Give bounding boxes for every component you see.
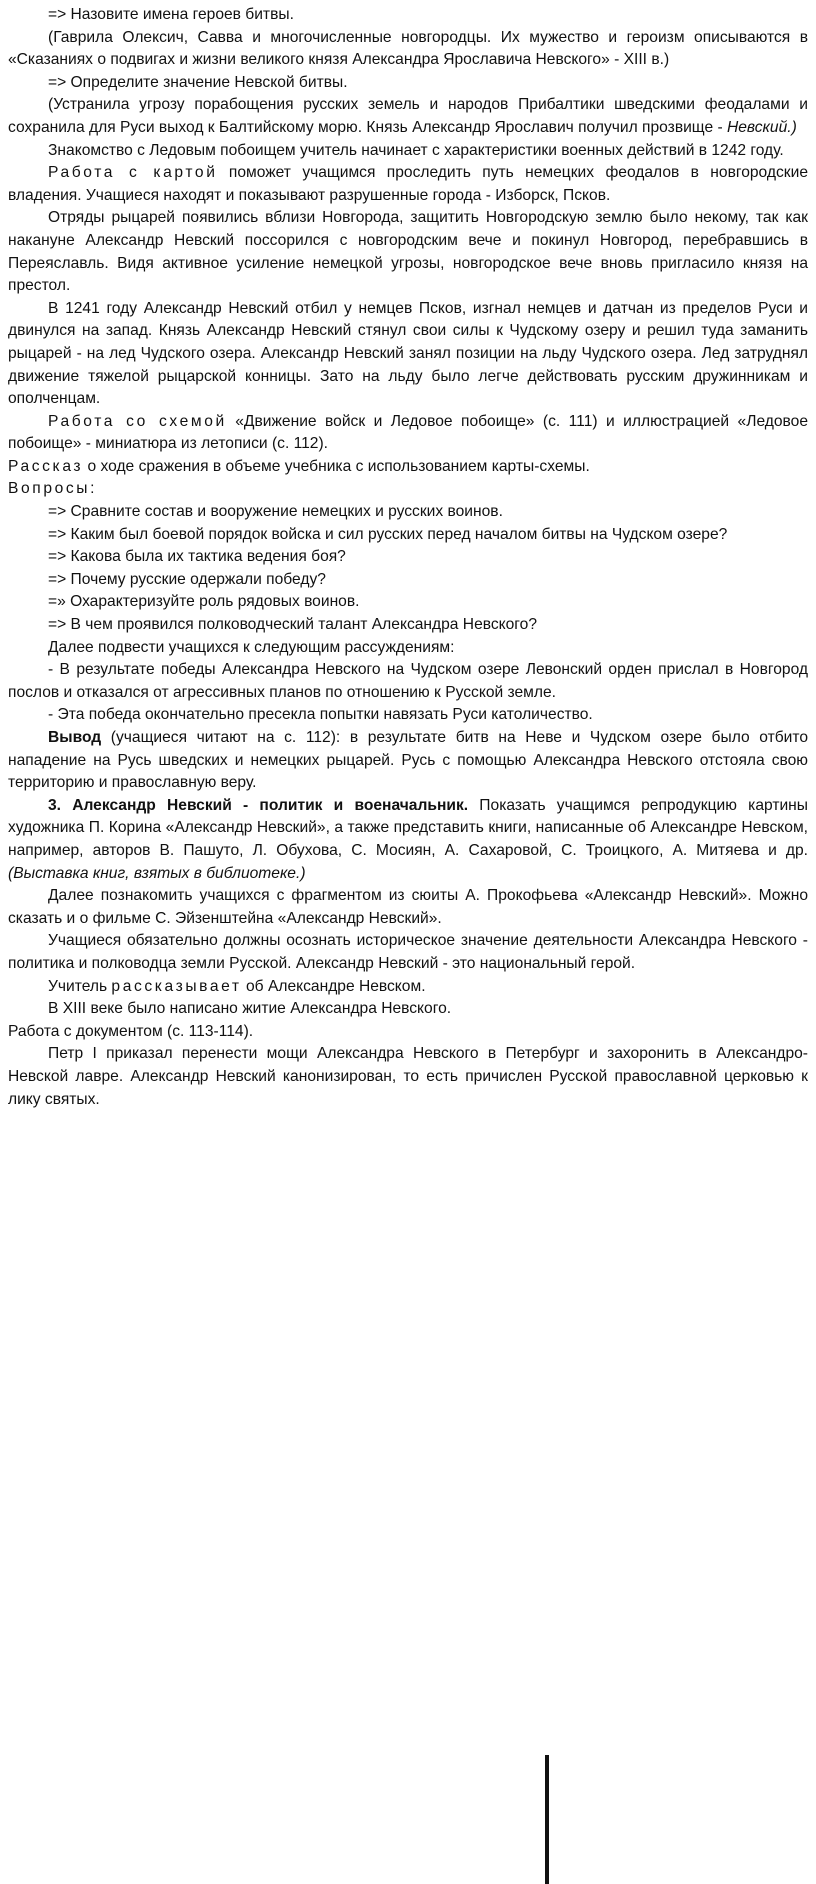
scheme-work-spaced: Работа со схемой (48, 412, 227, 430)
paragraph-teacher-tells (8, 976, 808, 999)
paragraph-catholicism: - Эта победа окончательно пресекла попытки навязать Руси католичество. (48, 706, 593, 724)
section-3-heading: 3. Александр Невский - политик и военачальник. (48, 796, 469, 814)
paragraph-scheme-work (8, 411, 808, 456)
paragraph-story (8, 456, 808, 479)
paragraph-map-work (8, 162, 808, 207)
section-3-text: Показать учащимся репродукцию картины художника П. Корина «Александр Невский», а также представить книги, написанные об Александре Невском, например, авторов В. Пашуто, Л. Обухова, С. Мосиян, А. Сахаровой, С. Троицкого, А. Митяева и др. (8, 796, 808, 859)
scheme-work-text: «Движение войск и Ледовое побоище» (с. 111) и иллюстрацией «Ледовое побоище» - миниатюра из летописи (с. 112). (8, 412, 809, 453)
questions-spaced: Вопросы: (8, 480, 97, 498)
paragraph-historical-significance: Учащиеся обязательно должны осознать историческое значение деятельности Александра Невского - политика и полководца земли Русской. Александр Невский - это национальный герой. (8, 932, 808, 972)
answer-neva-italic: Невский.) (727, 118, 797, 136)
paragraph-peter-relics: Петр I приказал перенести мощи Александра Невского в Петербург и захоронить в Александро-Невской лавре. Александр Невский канонизирован, то есть причислен Русской православной церковью к лику святых. (8, 1045, 808, 1108)
vertical-divider-line (545, 1755, 549, 1884)
question-item: => Каким был боевой порядок войска и сил русских перед началом битвы на Чудском озере? (48, 525, 728, 543)
questions-heading (8, 478, 808, 501)
map-work-text: поможет учащимся проследить путь немецких феодалов в новгородские владения. Учащиеся находят и показывают разрушенные города - Изборск, Псков. (8, 164, 808, 204)
question-item: =» Охарактеризуйте роль рядовых воинов. (48, 593, 360, 611)
paragraph-livonian-order: - В результате победы Александра Невского на Чудском озере Левонский орден прислал в Новгород послов и отказался от агрессивных планов по отношению к Русской земле. (8, 661, 808, 701)
teacher-tells-spaced: рассказывает (111, 977, 242, 995)
paragraph-reasoning-intro: Далее подвести учащихся к следующим рассуждениям: (48, 638, 455, 656)
paragraph-1241: В 1241 году Александр Невский отбил у немцев Псков, изгнал немцев и датчан из пределов Руси и двинулся на запад. Князь Александр Невский стянул свои силы к Чудскому озеру и решил туда заманить рыцарей - на лед Чудского озера. Александр Невский занял позиции на льду Чудского озера. Лед затруднял движение тяжелой рыцарской конницы. Зато на льду было легче действовать русским дружинникам и ополченцам. (8, 299, 808, 408)
paragraph-conclusion (8, 727, 808, 795)
question-item: => Почему русские одержали победу? (48, 570, 326, 588)
paragraph-ice-battle-intro: Знакомство с Ледовым побоищем учитель начинает с характеристики военных действий в 1242 году. (48, 141, 784, 159)
answer-heroes: (Гаврила Олексич, Савва и многочисленные новгородцы. Их мужество и героизм описываются в «Сказаниях о подвигах и жизни великого князя Александра Ярославича Невского» - XIII в.) (8, 28, 808, 69)
answer-neva-text: (Устранила угрозу порабощения русских земель и народов Прибалтики шведскими феодалами и сохранила для Руси выход к Балтийскому морю. Князь Александр Ярославич получил прозвище - (8, 96, 808, 136)
question-item: => Сравните состав и вооружение немецких и русских воинов. (48, 503, 503, 521)
map-work-spaced: Работа с картой (48, 164, 218, 182)
section-3-italic: (Выставка книг, взятых в библиотеке.) (8, 864, 306, 882)
teacher-tells-start: Учитель (48, 977, 112, 995)
paragraph-zhitie: В XIII веке было написано житие Александра Невского. (48, 1000, 452, 1018)
story-text: о ходе сражения в объеме учебника с использованием карты-схемы. (83, 457, 590, 475)
document-body (8, 4, 808, 1111)
paragraph-prokofiev: Далее познакомить учащихся с фрагментом из сюиты А. Прокофьева «Александр Невский». Можно сказать и о фильме С. Эйзенштейна «Александр Невский». (8, 887, 808, 927)
question-item: => В чем проявился полководческий талант Александра Невского? (48, 616, 538, 634)
answer-neva-significance (8, 94, 808, 139)
story-spaced: Рассказ (8, 457, 84, 475)
paragraph-document-work: Работа с документом (с. 113-114). (8, 1022, 254, 1040)
question-heroes: => Назовите имена героев битвы. (48, 6, 294, 23)
question-item: => Какова была их тактика ведения боя? (48, 548, 346, 566)
conclusion-text: (учащиеся читают на с. 112): в результате битв на Неве и Чудском озере было отбито нападение на Русь шведских и немецких рыцарей. Русь с помощью Александра Невского отстояла свою территорию и православную веру. (8, 729, 808, 792)
conclusion-label: Вывод (48, 729, 102, 746)
question-neva-significance: => Определите значение Невской битвы. (48, 73, 348, 91)
teacher-tells-rest: об Александре Невском. (241, 977, 426, 995)
paragraph-knights-novgorod: Отряды рыцарей появились вблизи Новгорода, защитить Новгородскую землю было некому, так как накануне Александр Невский поссорился с новгородским вече и покинул Новгород, перебравшись в Переяславль. Видя активное усиление немецкой угрозы, новгородское вече вновь пригласило князя на престол. (8, 209, 808, 295)
paragraph-section-3 (8, 795, 808, 885)
